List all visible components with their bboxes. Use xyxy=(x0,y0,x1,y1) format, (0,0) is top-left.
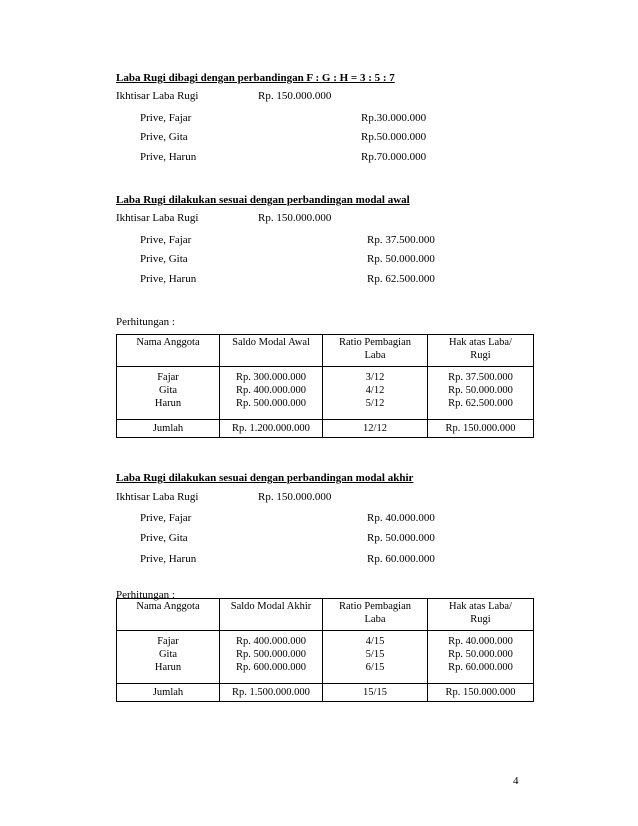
column-header: Ratio Pembagian Laba xyxy=(323,335,428,367)
column-header: Saldo Modal Akhir xyxy=(220,599,323,631)
section-1-entry-value: Rp.70.000.000 xyxy=(361,151,427,163)
section-3-perhitungan: Perhitungan : xyxy=(116,589,175,601)
section-2-perhitungan: Perhitungan : xyxy=(116,316,175,328)
total-ratio-cell: 15/15 xyxy=(323,684,428,702)
section-3-entry-value: Rp. 40.000.000 xyxy=(367,512,435,524)
section-3-entry-value: Rp. 60.000.000 xyxy=(367,553,435,565)
section-1-entry-label: Prive, Gita xyxy=(140,131,188,143)
section-1-entry-value: Rp.50.000.000 xyxy=(361,131,427,143)
table-header-row xyxy=(117,599,534,631)
column-header: Hak atas Laba/ Rugi xyxy=(428,335,534,367)
section-3-ikhtisar-value: Rp. 150.000.000 xyxy=(258,491,332,503)
section-1-ikhtisar-value: Rp. 150.000.000 xyxy=(258,90,332,102)
section-2-entry-label: Prive, Gita xyxy=(140,253,188,265)
saldo-cell: Rp. 400.000.000 Rp. 500.000.000 Rp. 600.000.000 xyxy=(220,631,323,684)
table-header-row xyxy=(117,335,534,367)
section-3-entry-label: Prive, Harun xyxy=(140,553,197,565)
section-1-entry-value: Rp.30.000.000 xyxy=(361,112,427,124)
section-2-entry-value: Rp. 62.500.000 xyxy=(367,273,435,285)
column-header: Ratio Pembagian Laba xyxy=(323,599,428,631)
section-2-entry-label: Prive, Fajar xyxy=(140,234,192,246)
column-header: Saldo Modal Awal xyxy=(220,335,323,367)
page-number: 4 xyxy=(513,775,519,787)
member-names-cell: Fajar Gita Harun xyxy=(117,631,220,684)
section-3-heading: Laba Rugi dilakukan sesuai dengan perbandingan modal akhir xyxy=(116,472,414,484)
table-total-row xyxy=(117,420,534,438)
section-2-entry-label: Prive, Harun xyxy=(140,273,197,285)
section-3-entry-label: Prive, Gita xyxy=(140,532,188,544)
table-modal-akhir xyxy=(116,598,534,702)
hak-cell: Rp. 37.500.000 Rp. 50.000.000 Rp. 62.500.000 xyxy=(428,367,534,420)
total-ratio-cell: 12/12 xyxy=(323,420,428,438)
saldo-cell: Rp. 300.000.000 Rp. 400.000.000 Rp. 500.000.000 xyxy=(220,367,323,420)
section-3-ikhtisar-label: Ikhtisar Laba Rugi xyxy=(116,491,199,503)
table-row xyxy=(117,367,534,420)
section-3-entry-value: Rp. 50.000.000 xyxy=(367,532,435,544)
column-header: Hak atas Laba/ Rugi xyxy=(428,599,534,631)
total-saldo-cell: Rp. 1.200.000.000 xyxy=(220,420,323,438)
total-saldo-cell: Rp. 1.500.000.000 xyxy=(220,684,323,702)
total-label-cell: Jumlah xyxy=(117,684,220,702)
section-1-entry-label: Prive, Harun xyxy=(140,151,197,163)
section-2-entry-value: Rp. 50.000.000 xyxy=(367,253,435,265)
section-1-entry-label: Prive, Fajar xyxy=(140,112,192,124)
member-names-cell: Fajar Gita Harun xyxy=(117,367,220,420)
section-1-heading: Laba Rugi dibagi dengan perbandingan F : G : H = 3 : 5 : 7 xyxy=(116,72,395,84)
section-2-heading: Laba Rugi dilakukan sesuai dengan perbandingan modal awal xyxy=(116,194,410,206)
column-header: Nama Anggota xyxy=(117,599,220,631)
total-hak-cell: Rp. 150.000.000 xyxy=(428,420,534,438)
ratio-cell: 4/15 5/15 6/15 xyxy=(323,631,428,684)
section-2-ikhtisar-value: Rp. 150.000.000 xyxy=(258,212,332,224)
table-total-row xyxy=(117,684,534,702)
section-2-entry-value: Rp. 37.500.000 xyxy=(367,234,435,246)
column-header: Nama Anggota xyxy=(117,335,220,367)
section-1-ikhtisar-label: Ikhtisar Laba Rugi xyxy=(116,90,199,102)
section-3-entry-label: Prive, Fajar xyxy=(140,512,192,524)
total-label-cell: Jumlah xyxy=(117,420,220,438)
table-modal-awal xyxy=(116,334,534,438)
total-hak-cell: Rp. 150.000.000 xyxy=(428,684,534,702)
ratio-cell: 3/12 4/12 5/12 xyxy=(323,367,428,420)
section-2-ikhtisar-label: Ikhtisar Laba Rugi xyxy=(116,212,199,224)
table-row xyxy=(117,631,534,684)
hak-cell: Rp. 40.000.000 Rp. 50.000.000 Rp. 60.000.000 xyxy=(428,631,534,684)
